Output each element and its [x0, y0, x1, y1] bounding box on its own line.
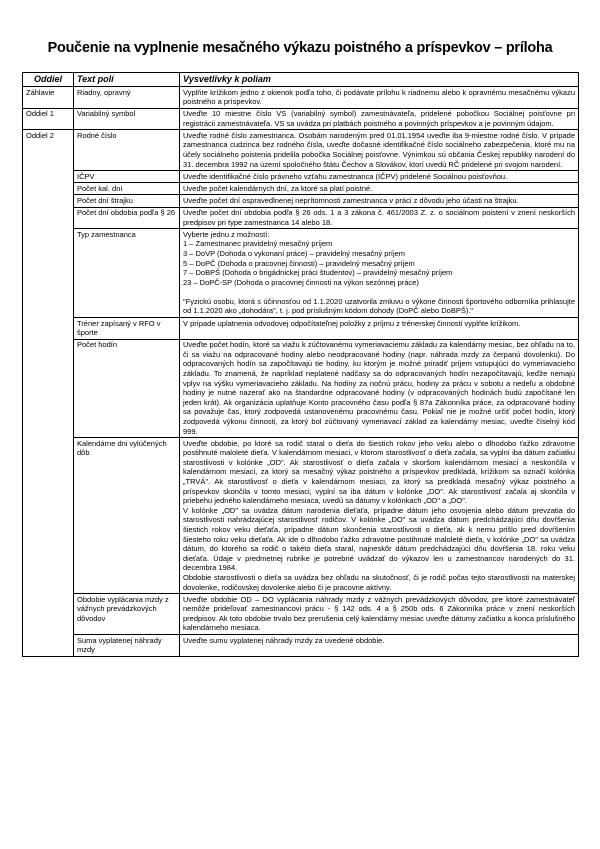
explanation-paragraph: Uveďte počet hodín, ktoré sa viažu k zúčtovanému vymeriavaciemu základu za kalendárny mesiac, bez ohľadu na to, či sa viažu na odpracované hodiny alebo neodpracované hodiny (napr. náhrada mzdy za čerpanú dovolenku). Do odpracovaných hodín sa započítavajú tie hodiny, ku ktorým je možné priradiť príjem vstupujúci do vymeriavacieho základu. To znamená, že napríklad neplatené nadčasy sa do odpracovaných hodín nezapočítavajú, keďže nemajú vplyv na výšku vymeriavacieho základu. Na hodiny za nočnú prácu, hodiny za prácu v sobotu a nedeľu a obdobné hodiny je nutné nazerať ako na štandardne odpracované hodiny (v odpracovaných hodinách budú započítané len jeden krát). Ak organizácia uplatňuje Konto pracovného času podľa § 87a Zákonníka práce, za odpracované hodiny sa považuje čas, ktorý zodpovedá ustanovenému pracovnému času. Pokiaľ nie je možné určiť počet hodín, ktorý zodpovedá výkonu činnosti, za ktorý bol zúčtovaný vymeriavací základ za kalendárny mesiac, uveďte číselný kód 999.	[183, 340, 575, 436]
table-row	[23, 207, 579, 229]
row-explanation	[180, 108, 579, 130]
document-title: Poučenie na vyplnenie mesačného výkazu poistného a príspevkov – príloha	[47, 40, 553, 56]
explanation-paragraph: 3 – DoVP (Dohoda o vykonaní práce) – pravidelný mesačný príjem	[183, 248, 406, 258]
explanation-paragraph: 5 – DoPČ (Dohoda o pracovnej činnosti) – pravidelný mesačný príjem	[183, 258, 415, 268]
instructions-table	[22, 72, 579, 657]
row-section	[23, 635, 74, 657]
row-field-name: Variabilný symbol	[74, 108, 180, 130]
row-explanation	[180, 195, 579, 207]
explanation-paragraph: Vyplňte krížikom jedno z okienok podľa toho, či podávate prílohu k riadnemu alebo k opravnému mesačnému výkazu poistného a príspevkov.	[183, 87, 575, 107]
row-explanation	[180, 339, 579, 437]
explanation-paragraph: Uveďte obdobie OD – DO vyplácania náhrady mzdy z vážnych prevádzkových dôvodov, pre ktoré zamestnávateľ nemôže prideľovať zamestnancovi prácu - § 142 ods. 4 a § 250b ods. 6 Zákonníka práce v znení neskorších predpisov. Ak toto obdobie trvalo bez prerušenia celý kalendárny mesiac uveďte dátumy začiatku a konca príslušného kalendárneho mesiaca.	[183, 594, 575, 633]
header-field: Text polí	[74, 73, 180, 87]
row-field-name: Riadny, opravný	[74, 87, 180, 109]
table-row	[23, 171, 579, 183]
document-page	[22, 40, 578, 657]
table-row	[23, 130, 579, 171]
row-section	[23, 438, 74, 594]
row-section	[23, 207, 74, 229]
row-explanation	[180, 171, 579, 183]
explanation-paragraph: Vyberte jednu z možností:	[183, 229, 270, 239]
row-field-name: Rodné číslo	[74, 130, 180, 171]
explanation-paragraph: Uveďte počet kalendárnych dní, za ktoré sa platí poistné.	[183, 183, 373, 193]
table-row	[23, 438, 579, 594]
row-field-name: Suma vyplatenej náhrady mzdy	[74, 635, 180, 657]
table-row	[23, 635, 579, 657]
explanation-paragraph: "Fyzickú osobu, ktorá s účinnosťou od 1.1.2020 uzatvorila zmluvu o výkone činnosti športového odborníka prihlasujte od 1.1.2020 ako „dohodára", t. j. pod príslušným kódom dohody (DoPČ alebo DoBPŠ)."	[183, 296, 575, 316]
explanation-paragraph: Obdobie starostlivosti o dieťa sa uvádza bez ohľadu na skutočnosť, či je rodič počas tejto starostlivosti na materskej dovolenke, rodičovskej dovolenke alebo či je pracovne aktívny.	[183, 573, 575, 592]
row-explanation	[180, 183, 579, 195]
explanation-paragraph: 7 – DoBPŠ (Dohoda o brigádnickej práci študentov) – pravidelný mesačný príjem	[183, 268, 453, 278]
header-section: Oddiel	[23, 73, 74, 87]
row-section: Záhlavie	[23, 87, 74, 109]
row-explanation	[180, 438, 579, 594]
row-section	[23, 339, 74, 437]
row-section	[23, 195, 74, 207]
row-explanation	[180, 635, 579, 657]
row-section	[23, 183, 74, 195]
explanation-paragraph: V prípade uplatnenia odvodovej odpočítateľnej položky z príjmu z trénerskej činnosti vyplňte krížikom.	[183, 318, 521, 328]
row-field-name: Počet dní obdobia podľa § 26	[74, 207, 180, 229]
explanation-paragraph: Uveďte sumu vyplatenej náhrady mzdy za uvedené obdobie.	[183, 635, 385, 645]
row-section: Oddiel 2	[23, 130, 74, 171]
table-row	[23, 339, 579, 437]
row-field-name: IČPV	[74, 171, 180, 183]
row-field-name: Tréner zapísaný v RFO v športe	[74, 318, 180, 340]
table-row	[23, 87, 579, 109]
table-body	[23, 87, 579, 657]
row-explanation	[180, 594, 579, 635]
explanation-paragraph: V kolónke „OD" sa uvádza dátum narodenia dieťaťa, prípadne dátum jeho osvojenia alebo dátum prevzatia do starostlivosti nahrádzajúcej starostlivosť rodičov. V kolónke „DO" sa uvádza dátum predchádzajúci dňu dovŕšenia šiestich rokov veku dieťaťa, prípadne dátum skončenia starostlivosti o dieťa, ak k nemu prišlo pred dovŕšením šiesteho roku veku dieťaťa. Ak ide o dlhodobo ťažko zdravotne postihnuté maloleté dieťa, v kolónke „DO" sa uvádza dátum, do ktorého sa rodič o takéto dieťa staral, najneskôr dátum predchádzajúci dňu dovŕšenia 18. roku veku dieťaťa. Údaje v predmetnej rubrike je potrebné uvádzať do výkazov len u zamestnancov narodených do 31. decembra 1984.	[183, 505, 575, 573]
explanation-paragraph: 1 – Zamestnanec pravidelný mesačný príjem	[183, 239, 333, 249]
table-row	[23, 229, 579, 318]
row-field-name: Počet kal. dní	[74, 183, 180, 195]
row-section	[23, 171, 74, 183]
row-explanation	[180, 130, 579, 171]
row-explanation	[180, 318, 579, 340]
row-section	[23, 318, 74, 340]
table-row	[23, 594, 579, 635]
explanation-paragraph: 23 – DoPČ-SP (Dohoda o pracovnej činnosti na výkon sezónnej práce)	[183, 277, 419, 287]
table-header-row	[23, 73, 579, 87]
row-field-name: Obdobie vyplácania mzdy z vážnych prevádzkových dôvodov	[74, 594, 180, 635]
table-row	[23, 183, 579, 195]
row-section: Oddiel 1	[23, 108, 74, 130]
row-field-name: Kalendárne dni vylúčených dôb	[74, 438, 180, 594]
row-explanation	[180, 87, 579, 109]
row-explanation	[180, 229, 579, 318]
explanation-paragraph: Uveďte počet dní obdobia podľa § 26 ods. 1 a 3 zákona č. 461/2003 Z. z. o sociálnom poistení v znení neskorších predpisov pri type zamestnanca 14 alebo 18.	[183, 208, 575, 227]
table-row	[23, 195, 579, 207]
row-field-name: Typ zamestnanca	[74, 229, 180, 318]
explanation-paragraph: Uveďte 10 miestne číslo VS (variabilný symbol) zamestnávateľa, pridelené pobočkou Sociálnej poisťovne pri registrácii zamestnávateľa. VS sa uvádza pri platbách poistného a povinných príspevkov a je povinným údajom.	[183, 109, 575, 128]
table-row	[23, 108, 579, 130]
header-explanation: Vysvetlivky k poliam	[180, 73, 579, 87]
explanation-paragraph: Uveďte rodné číslo zamestnanca. Osobám narodeným pred 01.01.1954 uveďte iba 9-miestne rodné číslo. V prípade zamestnanca cudzinca bez rodného čísla, uveďte dočasné identifikačné číslo sociálneho zabezpečenia, ktoré mu na účely sociálneho poistenia pridelila pobočka Sociálnej poisťovne. Výnimkou sú občania Českej republiky narodení do 31. decembra 1992 na území spoločného štátu Čechov a Slovákov, ktorí uvedú RČ pridelené pri svojom narodení.	[183, 130, 575, 169]
row-field-name: Počet dní štrajku	[74, 195, 180, 207]
row-explanation	[180, 207, 579, 229]
explanation-paragraph: Uveďte identifikačné číslo právneho vzťahu zamestnanca (IČPV) pridelené Sociálnou poisťovňou.	[183, 171, 508, 181]
row-section	[23, 229, 74, 318]
table-row	[23, 318, 579, 340]
explanation-paragraph: Uveďte obdobie, po ktoré sa rodič staral o dieťa do šiestich rokov jeho veku alebo o dlhodobo ťažko zdravotne postihnuté maloleté dieťa. V kalendárnom mesiaci, v ktorom starostlivosť o dieťa začala, sa vyplní iba dátum začiatku starostlivosti v kolónke „OD". Ak starostlivosť o dieťa začala v skoršom kalendárnom mesiaci a neskončila v kalendárnom mesiaci, za ktorý sa mesačný výkaz poistného a príspevkov predkladá, krížikom sa označí kolónka „TRVÁ". Ak starostlivosť o dieťa v kalendárnom mesiaci, za ktorý sa predkladá mesačný výkaz poistného a príspevkov skončila v tomto mesiaci, vyplní sa iba dátum v kolónke „DO". Ak starostlivosť začala aj skončila v priebehu jedného kalendárneho mesiaca, uvedú sa dátumy v kolónkach „OD" a „DO".	[183, 438, 575, 506]
row-section	[23, 594, 74, 635]
row-field-name: Počet hodín	[74, 339, 180, 437]
explanation-paragraph: Uveďte počet dní ospravedlnenej neprítomnosti zamestnanca v práci z dôvodu jeho účasti na štrajku.	[183, 195, 519, 205]
